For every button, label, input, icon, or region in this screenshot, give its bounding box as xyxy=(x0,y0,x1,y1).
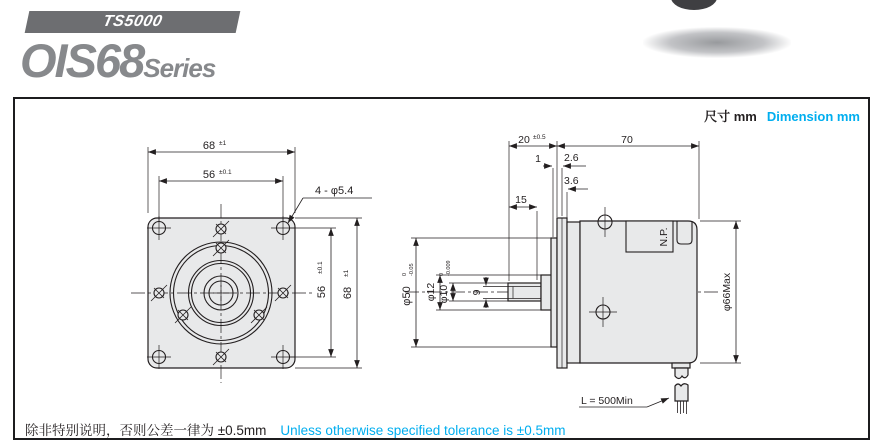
dim-front-height-outer-value: 68 xyxy=(342,286,354,300)
dim-shaft-length-value: 15 xyxy=(515,194,527,206)
pilot-boss xyxy=(551,238,557,347)
cable-exit xyxy=(672,363,690,414)
dim-key-width xyxy=(471,277,513,308)
dim-flange-thickness-value: 2.6 xyxy=(564,152,579,164)
dimension-unit-cn: 尺寸 mm xyxy=(704,109,757,124)
series-name: OIS68 xyxy=(20,34,144,87)
callout-cable-length xyxy=(579,395,669,407)
dim-front-width-outer-tol: ±1 xyxy=(219,140,227,147)
dimension-unit-en: Dimension mm xyxy=(766,109,860,124)
dim-shaft-dia-tol-lower: -0.009 xyxy=(446,260,452,276)
dim-front-height-outer-tol: ±1 xyxy=(343,269,350,277)
series-suffix: Series xyxy=(143,53,216,83)
dim-boss-dia-value: φ50 xyxy=(401,286,413,306)
dim-boss-dia-tol-lower: -0.05 xyxy=(409,263,415,276)
dim-front-width-outer xyxy=(148,140,295,213)
dim-collar-dia-value: φ12 xyxy=(425,282,437,302)
dim-front-height-inner-tol: ±0.1 xyxy=(317,261,324,274)
callout-cable-length-label: L = 500Min xyxy=(581,395,633,407)
dim-step-thickness-value: 3.6 xyxy=(564,175,579,187)
tolerance-note-en: Unless otherwise specified tolerance is ±0.5mm xyxy=(280,423,566,438)
side-view xyxy=(401,134,741,414)
dim-shaft-dia-value: φ10 xyxy=(438,284,450,304)
dim-gap xyxy=(535,153,553,237)
callout-corner-holes xyxy=(288,185,372,223)
dim-shaft-dia-tol-upper: 0 xyxy=(439,272,445,276)
dim-gap-value: 1 xyxy=(535,153,541,165)
dim-body-length-value: 70 xyxy=(621,134,633,146)
nameplate-label: N.P. xyxy=(658,227,670,247)
cable-wires xyxy=(678,401,687,414)
callout-corner-holes-label: 4 - φ5.4 xyxy=(315,185,354,197)
dim-front-width-inner-tol: ±0.1 xyxy=(219,169,232,176)
dim-front-height-inner xyxy=(289,228,336,357)
dim-step-thickness xyxy=(564,175,588,220)
front-view xyxy=(131,140,372,383)
tolerance-note-cn: 除非特别说明，否则公差一律为 ±0.5mm xyxy=(25,423,267,438)
dim-shaft-section-value: 20 xyxy=(518,134,530,146)
dim-body-dia-value: φ66Max xyxy=(721,272,733,312)
dim-shaft-section xyxy=(509,134,557,281)
dim-front-width-outer-value: 68 xyxy=(202,140,216,152)
dim-front-height-inner-value: 56 xyxy=(316,285,328,299)
dim-shaft-length xyxy=(509,194,537,280)
step-ring xyxy=(567,222,580,363)
series-badge-label: TS5000 xyxy=(101,13,164,30)
dim-boss-dia-tol-upper: 0 xyxy=(402,272,408,276)
dim-front-width-inner-value: 56 xyxy=(202,169,216,181)
dim-shaft-dia xyxy=(438,260,508,303)
dim-key-width-value: 9 xyxy=(471,289,483,296)
dim-shaft-section-tol: ±0.5 xyxy=(533,134,546,141)
